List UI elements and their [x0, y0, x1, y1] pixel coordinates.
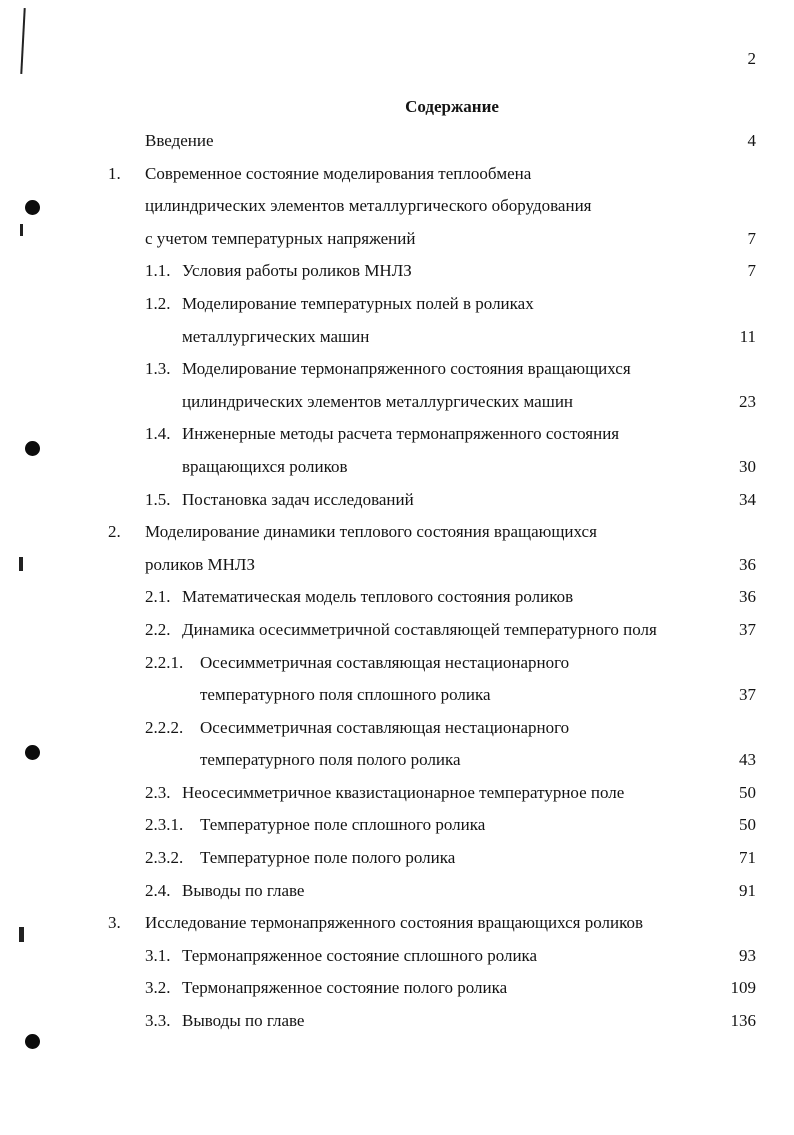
toc-entry-page: 109	[730, 978, 756, 998]
toc-entry	[0, 585, 794, 618]
toc-entry-number: 1.2.	[145, 293, 171, 313]
toc-entry-number: 3.2.	[145, 978, 171, 998]
toc-entry	[0, 553, 794, 586]
toc-entry	[0, 1009, 794, 1042]
toc-entry	[0, 716, 794, 749]
toc-entry-number: 2.1.	[145, 587, 171, 607]
toc-entry-title: Температурное поле сплошного ролика	[200, 815, 486, 835]
toc-entry-title: Моделирование динамики теплового состояния вращающихся	[145, 522, 597, 542]
toc-entry-title: с учетом температурных напряжений	[145, 228, 416, 248]
toc-entry-number: 3.1.	[145, 945, 171, 965]
toc-entry	[0, 911, 794, 944]
toc-entry	[0, 488, 794, 521]
toc-entry-page: 7	[747, 261, 756, 281]
toc-entry-page: 4	[747, 131, 756, 150]
toc-entry-page: 11	[739, 326, 756, 346]
toc-entry-title: Осесимметричная составляющая нестационарного	[200, 717, 570, 737]
toc-entry	[0, 813, 794, 846]
toc-entry-number: 1.5.	[145, 489, 171, 509]
toc-entry-title: Моделирование температурных полей в роликах	[182, 293, 534, 313]
toc-entry-title: цилиндрических элементов металлургического оборудования	[145, 196, 592, 216]
toc-entry-title: Исследование термонапряженного состояния вращающихся роликов	[145, 913, 644, 933]
toc-entry-title: вращающихся роликов	[182, 456, 348, 476]
toc-entry-title: цилиндрических элементов металлургических машин	[182, 391, 574, 411]
toc-entry	[0, 227, 794, 260]
toc-entry-page: 43	[739, 750, 756, 770]
toc-entry-title: Моделирование термонапряженного состояния вращающихся	[182, 359, 631, 379]
toc-entry-number: 3.3.	[145, 1011, 171, 1031]
toc-entry-page: 37	[739, 619, 756, 639]
toc-entry-number: 2.3.	[145, 782, 171, 802]
toc-entry-title: Выводы по главе	[182, 880, 305, 900]
toc-entry-page: 23	[739, 391, 756, 411]
toc-entry-page: 34	[739, 489, 756, 509]
toc-entry-number: 1.4.	[145, 424, 171, 444]
toc-entry	[0, 422, 794, 455]
toc-entry-title: Осесимметричная составляющая нестационарного	[200, 652, 570, 672]
toc-entry	[0, 162, 794, 195]
toc-entry	[0, 944, 794, 977]
toc-entry-title: Введение	[145, 131, 214, 150]
toc-entry	[0, 683, 794, 716]
toc-entry-page: 36	[739, 587, 756, 607]
toc-entry	[0, 390, 794, 423]
toc-entry-title: температурного поля полого ролика	[200, 750, 461, 770]
toc-entry-page: 50	[739, 782, 756, 802]
toc-entry-title: Условия работы роликов МНЛЗ	[182, 261, 412, 281]
toc-entry	[0, 325, 794, 358]
toc-entry-title: Современное состояние моделирования теплообмена	[145, 163, 532, 183]
toc-entry	[0, 194, 794, 227]
toc-entry-page: 7	[747, 228, 756, 248]
toc-entry-title: Математическая модель теплового состояния роликов	[182, 587, 574, 607]
toc-entry-title: Постановка задач исследований	[182, 489, 414, 509]
toc-entry-number: 1.1.	[145, 261, 171, 281]
toc-entry	[0, 259, 794, 292]
toc-entry-number: 2.2.	[145, 619, 171, 639]
toc-entry-title: Инженерные методы расчета термонапряженного состояния	[182, 424, 620, 444]
toc-entry-title: Термонапряженное состояние сплошного ролика	[182, 945, 538, 965]
toc-entry-page: 93	[739, 945, 756, 965]
toc-entry-number: 2.2.1.	[145, 652, 184, 672]
toc-entry-title: Неосесимметричное квазистационарное температурное поле	[182, 782, 625, 802]
toc-entry-title: Температурное поле полого ролика	[200, 848, 456, 868]
page-number: 2	[747, 49, 756, 68]
toc-entry-page: 71	[739, 848, 756, 868]
toc-entry	[0, 651, 794, 684]
toc-entry-title: роликов МНЛЗ	[145, 554, 255, 574]
page-title: Содержание	[405, 97, 499, 116]
toc-entry	[0, 846, 794, 879]
table-of-contents	[0, 129, 794, 1042]
toc-entry-number: 2.3.2.	[145, 848, 184, 868]
toc-entry-number: 3.	[108, 913, 121, 933]
toc-entry-title: Термонапряженное состояние полого ролика	[182, 978, 508, 998]
toc-entry	[0, 455, 794, 488]
toc-entry-page: 30	[739, 456, 756, 476]
toc-entry-number: 2.4.	[145, 880, 171, 900]
toc-entry	[0, 129, 794, 162]
toc-entry	[0, 781, 794, 814]
toc-entry-number: 1.3.	[145, 359, 171, 379]
toc-entry-page: 37	[739, 685, 756, 705]
toc-entry	[0, 357, 794, 390]
binder-line-mark	[20, 8, 25, 74]
toc-entry	[0, 748, 794, 781]
toc-entry-page: 136	[730, 1011, 756, 1031]
toc-entry-title: Динамика осесимметричной составляющей температурного поля	[182, 619, 657, 639]
toc-entry-page: 91	[739, 880, 756, 900]
toc-entry	[0, 618, 794, 651]
toc-entry-number: 2.3.1.	[145, 815, 184, 835]
toc-entry-number: 2.2.2.	[145, 717, 184, 737]
toc-entry-page: 36	[739, 554, 756, 574]
toc-entry	[0, 879, 794, 912]
toc-entry	[0, 520, 794, 553]
toc-entry-number: 2.	[108, 522, 121, 542]
toc-entry	[0, 292, 794, 325]
toc-entry-title: металлургических машин	[182, 326, 370, 346]
toc-entry-title: Выводы по главе	[182, 1011, 305, 1031]
toc-entry-page: 50	[739, 815, 756, 835]
toc-entry-title: температурного поля сплошного ролика	[200, 685, 491, 705]
toc-entry	[0, 976, 794, 1009]
toc-entry-number: 1.	[108, 163, 121, 183]
